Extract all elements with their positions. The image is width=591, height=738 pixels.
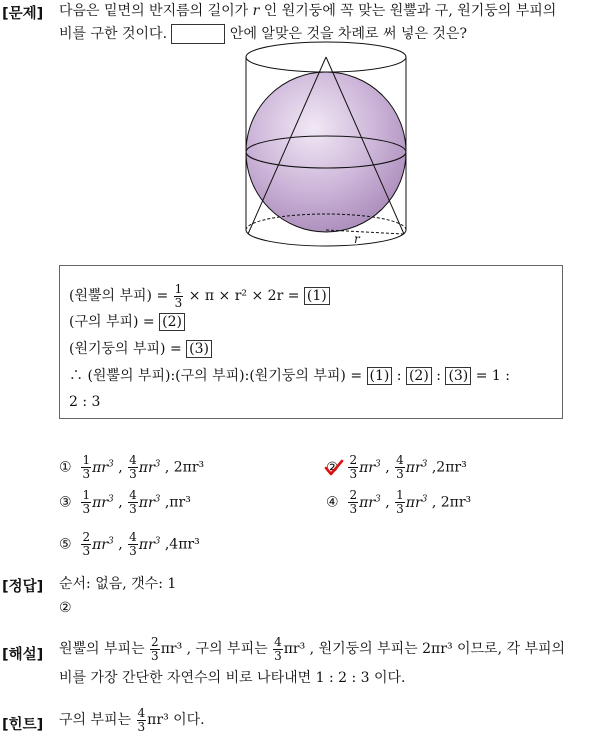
- hint-label: [힌트]: [2, 717, 44, 733]
- step-ratio-end: 2 : 3: [69, 394, 101, 410]
- ratio-box-1: (1): [367, 367, 393, 385]
- choice-2[interactable]: ② $\frac{2}{3}$ $\pi r^3$ , $\frac{4}{3}$ $\pi r^3$ ,2πr³: [326, 453, 467, 482]
- choice-1[interactable]: ① $\frac{1}{3}$ $\pi r^3$ , $\frac{4}{3}$ $\pi r^3$ , 2πr³: [59, 453, 205, 482]
- sphere: [246, 72, 406, 232]
- problem-label: [문제]: [2, 6, 44, 22]
- answer-value: ②: [59, 600, 72, 616]
- radius-line: [326, 230, 404, 234]
- step-ratio: ∴ (원뿔의 부피):(구의 부피):(원기둥의 부피) = (1) : (2) : (3) = 1 :: [69, 368, 510, 384]
- choice-4[interactable]: ④ $\frac{2}{3}$ $\pi r^3$ , $\frac{1}{3}$ $\pi r^3$ , 2πr³: [326, 488, 472, 517]
- blank-box-2: (2): [159, 313, 185, 331]
- answer-blank-box: [171, 24, 225, 44]
- answer-order-count: 순서: 없음, 갯수: 1: [59, 576, 177, 592]
- choice-3[interactable]: ③ $\frac{1}{3}$ $\pi r^3$ , $\frac{4}{3}$ $\pi r^3$ ,πr³: [59, 488, 191, 517]
- answer-label: [정답]: [2, 579, 44, 595]
- problem-line-2: 비를 구한 것이다. 안에 알맞은 것을 차례로 써 넣은 것은?: [59, 26, 467, 42]
- explanation-line-1: 원뿔의 부피는 $\frac{2}{3}$ πr³ , 구의 부피는 $\frac{4}{3}$ πr³ , 원기둥의 부피는 2πr³ 이므로, 각 부피의: [59, 634, 566, 663]
- blank-box-3: (3): [186, 340, 212, 358]
- radius-label: r: [354, 232, 360, 246]
- blank-box-1: (1): [304, 287, 330, 305]
- ratio-box-3: (3): [445, 367, 471, 385]
- checkmark-icon: [324, 459, 344, 477]
- problem-line-1: 다음은 밑면의 반지름의 길이가 r 인 원기둥에 꼭 맞는 원뿔과 구, 원기둥의 부피의: [59, 3, 557, 19]
- choice-5[interactable]: ⑤ $\frac{2}{3}$ $\pi r^3$ , $\frac{4}{3}$ $\pi r^3$ ,4πr³: [59, 530, 200, 559]
- ratio-box-2: (2): [406, 367, 432, 385]
- explanation-line-2: 비를 가장 간단한 자연수의 비로 나타내면 1 : 2 : 3 이다.: [59, 670, 406, 686]
- step-cylinder-volume: (원기둥의 부피) = (3): [69, 339, 212, 359]
- step-sphere-volume: (구의 부피) = (2): [69, 312, 185, 332]
- step-cone-volume: (원뿔의 부피) = $\frac{1}{3}$ × π × r² × 2r = (1): [69, 278, 330, 314]
- cylinder-cone-sphere-figure: [240, 40, 412, 258]
- explanation-label: [해설]: [2, 647, 44, 663]
- hint-text: 구의 부피는 $\frac{4}{3}$ πr³ 이다.: [59, 705, 205, 734]
